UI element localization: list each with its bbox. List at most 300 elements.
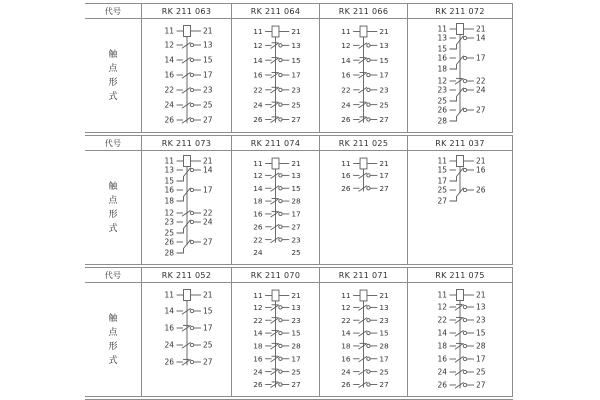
coil-symbol	[457, 156, 464, 167]
contact-node	[279, 118, 282, 121]
contact-form-char: 触	[108, 181, 118, 192]
terminal-label: 11	[437, 24, 447, 34]
terminal-label: 24	[341, 100, 351, 110]
no-contact	[164, 56, 212, 65]
terminal-label: 28	[437, 116, 447, 126]
terminal-label: 13	[476, 302, 486, 312]
nc-contact	[341, 71, 389, 80]
terminal-label: 24	[202, 217, 213, 227]
changeover-contact	[437, 86, 485, 106]
no-contact	[164, 116, 212, 125]
wire	[455, 330, 464, 336]
contact-form-char: 触	[108, 49, 118, 60]
terminal-label: 17	[379, 354, 389, 364]
contact-node	[279, 331, 282, 334]
wire	[182, 308, 191, 314]
terminal-label: 15	[291, 328, 301, 338]
terminal-label: 13	[163, 165, 174, 175]
model-header-cell: RK 211 052	[142, 268, 232, 282]
terminal-label: 25	[379, 367, 389, 377]
model-header-cell: RK 211 073	[142, 136, 232, 150]
terminal-label: 21	[291, 159, 301, 169]
wire	[271, 72, 280, 78]
no-contact	[341, 367, 389, 376]
terminal-label: 13	[379, 41, 389, 51]
diagram-cell	[408, 19, 513, 132]
nc-contact	[253, 115, 301, 124]
terminal-label: 26	[341, 183, 351, 193]
relay-diagram	[320, 151, 407, 264]
wire	[271, 331, 280, 337]
terminal-label: 15	[379, 55, 389, 65]
nc-contact	[253, 342, 301, 351]
nc-contact	[253, 100, 301, 109]
terminal-label: 21	[202, 290, 213, 300]
terminal-label: 13	[291, 41, 301, 51]
no-contact	[164, 101, 212, 110]
wire	[455, 382, 464, 388]
terminal-label: 16	[163, 70, 174, 80]
contact-node	[190, 103, 193, 106]
terminal-label: 12	[163, 40, 174, 50]
wire	[182, 57, 191, 63]
terminal-label: 21	[476, 290, 486, 300]
diagram-cell	[142, 19, 232, 132]
relay-diagram	[320, 19, 407, 132]
nc-contact	[341, 56, 389, 65]
terminal-label: 22	[437, 315, 447, 325]
terminal-label: 25	[379, 100, 389, 110]
terminal-label: 25	[202, 340, 213, 350]
contact-form-char: 点	[108, 195, 118, 206]
diagram-cell	[142, 151, 232, 264]
contact-node	[367, 44, 370, 47]
terminal-label: 15	[202, 306, 213, 316]
relay-diagram	[320, 283, 407, 396]
nc-contact	[437, 303, 485, 312]
terminal-label: 14	[437, 328, 447, 338]
terminal-label: 25	[291, 100, 301, 110]
contact-node	[367, 58, 370, 61]
contact-node	[463, 88, 466, 91]
terminal-label: 13	[202, 40, 213, 50]
terminal-label: 11	[163, 26, 174, 36]
terminal-label: 13	[379, 303, 389, 313]
relay-diagram	[232, 283, 319, 396]
nc-contact	[164, 324, 212, 333]
terminal-label: 15	[437, 44, 447, 54]
changeover-contact	[164, 166, 212, 186]
contact-node	[190, 220, 193, 223]
nc-contact	[253, 71, 301, 80]
nc-contact	[164, 358, 212, 367]
terminal-label: 17	[476, 53, 486, 63]
contact-form-char: 形	[108, 341, 118, 352]
wire	[359, 343, 368, 349]
terminal-label: 22	[253, 235, 263, 245]
section-header-row	[85, 4, 513, 18]
nc-contact	[253, 329, 301, 338]
wire	[271, 211, 280, 217]
terminal-label: 26	[163, 115, 174, 125]
terminal-label: 12	[253, 303, 263, 313]
terminal-label: 26	[341, 380, 351, 390]
terminal-label: 18	[253, 341, 263, 351]
no-contact	[437, 381, 485, 390]
terminal-label: 15	[379, 328, 389, 338]
coil-symbol	[457, 24, 464, 35]
no-contact	[341, 184, 389, 193]
terminal-label: 14	[163, 55, 174, 65]
model-header-cell: RK 211 071	[320, 268, 408, 282]
contact-form-char: 触	[108, 313, 118, 324]
terminal-label: 27	[476, 105, 486, 115]
terminal-label: 15	[163, 176, 174, 186]
terminal-label: 27	[437, 196, 447, 206]
contact-node	[367, 370, 370, 373]
diagram-cell	[232, 283, 320, 396]
nc-contact	[253, 354, 301, 363]
no-contact	[341, 86, 389, 95]
terminal-label: 25	[437, 96, 447, 106]
contact-node	[190, 168, 193, 171]
terminal-label: 26	[253, 115, 263, 125]
terminal-label: 11	[341, 27, 351, 37]
coil-symbol	[183, 290, 190, 301]
changeover-contact	[437, 166, 485, 186]
model-header-cell: RK 211 064	[232, 4, 320, 18]
terminal-label: 26	[341, 115, 351, 125]
terminal-label: 21	[291, 27, 301, 37]
terminal-label: 24	[253, 248, 263, 258]
terminal-label: 21	[476, 156, 486, 166]
terminal-label: 11	[163, 156, 174, 166]
wire	[182, 117, 191, 123]
section-body-row	[85, 151, 513, 264]
terminal-label: 16	[163, 185, 174, 195]
terminal-label: 27	[476, 380, 486, 390]
contact-node	[367, 118, 370, 121]
terminal-label: 16	[437, 53, 447, 63]
nc-contact	[253, 316, 301, 325]
terminal-label: 16	[341, 354, 351, 364]
contact-node	[463, 331, 466, 334]
terminal-label: 22	[163, 85, 174, 95]
changeover-contact	[164, 186, 212, 206]
terminal-label: 24	[253, 100, 263, 110]
terminal-label: 16	[163, 323, 174, 333]
coil-symbol	[272, 26, 279, 37]
terminal-label: 23	[379, 85, 389, 95]
terminal-label: 15	[202, 55, 213, 65]
terminal-label: 11	[341, 291, 351, 301]
terminal-label: 23	[437, 85, 447, 95]
contact-node	[190, 188, 193, 191]
no-contact	[341, 329, 389, 338]
relay-diagram	[143, 151, 231, 264]
no-contact	[164, 341, 212, 350]
terminal-label: 16	[253, 209, 263, 219]
terminal-label: 26	[253, 380, 263, 390]
terminal-label: 13	[291, 303, 301, 313]
no-contact	[164, 71, 212, 80]
no-contact	[164, 41, 212, 50]
terminal-label: 28	[476, 341, 486, 351]
contact-node	[190, 309, 193, 312]
terminal-label: 16	[476, 165, 486, 175]
contact-node	[190, 88, 193, 91]
terminal-label: 25	[437, 185, 447, 195]
no-contact	[341, 41, 389, 50]
contact-node	[279, 357, 282, 360]
code-header-cell: 代号	[85, 4, 142, 18]
terminal-label: 13	[291, 171, 301, 181]
terminal-label: 15	[437, 165, 447, 175]
contact-form-char: 式	[108, 355, 118, 366]
terminal-label: 17	[291, 354, 301, 364]
terminal-label: 11	[253, 27, 263, 37]
nc-contact	[253, 303, 301, 312]
changeover-contact	[437, 106, 485, 126]
contact-form-label	[85, 283, 142, 396]
wire	[271, 224, 280, 230]
terminal-label: 23	[379, 315, 389, 325]
wire	[359, 369, 368, 375]
terminal-label: 17	[291, 70, 301, 80]
no-contact	[341, 303, 389, 312]
terminal-label: 21	[291, 291, 301, 301]
contact-node	[279, 212, 282, 215]
terminal-label: 16	[253, 354, 263, 364]
model-header-cell: RK 211 072	[408, 4, 513, 18]
wire	[359, 58, 368, 64]
contact-node	[279, 319, 282, 322]
contact-node	[190, 343, 193, 346]
terminal-label: 25	[291, 248, 301, 258]
contact-node	[279, 306, 282, 309]
model-header-cell: RK 211 074	[232, 136, 320, 150]
nc-contact	[341, 115, 389, 124]
diagram-cell	[142, 283, 232, 396]
terminal-label: 26	[163, 237, 174, 247]
model-header-cell: RK 211 070	[232, 268, 320, 282]
model-header-cell: RK 211 075	[408, 268, 513, 282]
terminal-label: 24	[437, 367, 447, 377]
terminal-label: 21	[379, 27, 389, 37]
wire	[271, 173, 280, 179]
terminal-label: 11	[253, 159, 263, 169]
diagram-cell	[408, 283, 513, 396]
terminal-label: 16	[253, 70, 263, 80]
contact-node	[367, 73, 370, 76]
no-contact	[253, 184, 301, 193]
contact-form-label	[85, 151, 142, 264]
changeover-contact	[437, 54, 485, 74]
contact-form-label	[85, 19, 142, 132]
contact-form-char: 形	[108, 209, 118, 220]
terminal-label: 14	[253, 328, 263, 338]
contact-node	[463, 168, 466, 171]
changeover-contact	[437, 186, 485, 206]
section-divider	[85, 396, 513, 400]
contact-node	[279, 199, 282, 202]
terminal-label: 27	[202, 357, 213, 367]
coil-symbol	[272, 158, 279, 169]
terminal-label: 28	[163, 248, 174, 258]
no-contact	[253, 222, 301, 231]
no-contact	[437, 355, 485, 364]
relay-contact-spec-table	[85, 3, 513, 400]
terminal-label: 24	[476, 85, 486, 95]
terminal-label: 24	[253, 367, 263, 377]
terminal-label: 27	[202, 237, 213, 247]
code-header-cell: 代号	[85, 268, 142, 282]
contact-form-char: 式	[108, 223, 118, 234]
terminal-label: 21	[202, 26, 213, 36]
contact-form-char: 点	[108, 63, 118, 74]
wire	[359, 356, 368, 362]
terminal-pair	[253, 248, 301, 257]
section-header-row	[85, 136, 513, 150]
wire	[182, 342, 191, 348]
contact-node	[367, 174, 370, 177]
terminal-label: 24	[163, 340, 174, 350]
contact-node	[367, 319, 370, 322]
contact-node	[279, 103, 282, 106]
terminal-label: 11	[437, 290, 447, 300]
nc-contact	[253, 41, 301, 50]
terminal-label: 21	[476, 24, 486, 34]
nc-contact	[341, 100, 389, 109]
terminal-label: 25	[202, 100, 213, 110]
wire	[271, 87, 280, 93]
terminal-label: 13	[437, 33, 447, 43]
wire	[182, 102, 191, 108]
nc-contact	[253, 56, 301, 65]
contact-node	[367, 88, 370, 91]
section-body-row	[85, 19, 513, 132]
terminal-label: 21	[202, 156, 213, 166]
contact-node	[279, 187, 282, 190]
terminal-label: 25	[163, 228, 174, 238]
wire	[359, 43, 368, 49]
terminal-label: 17	[202, 185, 213, 195]
coil-symbol	[360, 26, 367, 37]
coil-symbol	[360, 290, 367, 301]
wire	[182, 325, 191, 331]
terminal-label: 11	[253, 291, 263, 301]
no-contact	[341, 316, 389, 325]
contact-node	[279, 225, 282, 228]
section-body-row	[85, 283, 513, 396]
model-header-cell: RK 211 025	[320, 136, 408, 150]
wire	[271, 199, 280, 205]
coil-symbol	[272, 290, 279, 301]
relay-diagram	[143, 19, 231, 132]
contact-form-char: 式	[108, 91, 118, 102]
terminal-label: 18	[437, 341, 447, 351]
terminal-label: 28	[291, 341, 301, 351]
no-contact	[164, 307, 212, 316]
terminal-label: 15	[476, 328, 486, 338]
terminal-label: 25	[476, 367, 486, 377]
wire	[359, 102, 368, 108]
contact-node	[190, 360, 193, 363]
contact-node	[463, 344, 466, 347]
contact-node	[279, 383, 282, 386]
contact-node	[279, 174, 282, 177]
wire	[271, 356, 280, 362]
terminal-label: 26	[437, 105, 447, 115]
wire	[271, 382, 280, 388]
diagram-cell	[320, 151, 408, 264]
terminal-label: 11	[437, 156, 447, 166]
diagram-cell	[408, 151, 513, 264]
wire	[455, 356, 464, 362]
wire	[455, 369, 464, 375]
nc-contact	[253, 367, 301, 376]
contact-node	[279, 73, 282, 76]
terminal-label: 17	[437, 176, 447, 186]
nc-contact	[253, 380, 301, 389]
no-contact	[437, 368, 485, 377]
contact-form-char: 形	[108, 77, 118, 88]
terminal-label: 14	[163, 306, 174, 316]
contact-node	[463, 56, 466, 59]
terminal-label: 27	[379, 380, 389, 390]
terminal-label: 27	[202, 115, 213, 125]
wire	[271, 305, 280, 311]
contact-node	[367, 103, 370, 106]
contact-node	[463, 188, 466, 191]
wire	[182, 359, 191, 365]
contact-node	[367, 306, 370, 309]
contact-node	[190, 240, 193, 243]
contact-node	[279, 58, 282, 61]
nc-contact	[341, 342, 389, 351]
wire	[182, 72, 191, 78]
contact-node	[463, 36, 466, 39]
wire	[455, 304, 464, 310]
terminal-label: 15	[291, 183, 301, 193]
terminal-label: 12	[341, 41, 351, 51]
terminal-label: 12	[437, 76, 447, 86]
nc-contact	[437, 342, 485, 351]
wire	[182, 42, 191, 48]
contact-node	[279, 370, 282, 373]
wire	[271, 117, 280, 123]
contact-form-char: 点	[108, 327, 118, 338]
terminal-label: 18	[163, 196, 174, 206]
changeover-contact	[164, 238, 212, 258]
wire	[359, 186, 368, 192]
wire	[455, 317, 464, 323]
terminal-label: 27	[379, 183, 389, 193]
terminal-label: 17	[379, 70, 389, 80]
wire	[271, 369, 280, 375]
wire	[359, 382, 368, 388]
coil-symbol	[183, 156, 190, 167]
terminal-label: 26	[163, 357, 174, 367]
terminal-label: 17	[202, 323, 213, 333]
terminal-label: 22	[476, 76, 486, 86]
contact-node	[367, 331, 370, 334]
terminal-label: 18	[341, 341, 351, 351]
relay-diagram	[232, 19, 319, 132]
contact-node	[279, 44, 282, 47]
coil-symbol	[457, 290, 464, 301]
contact-node	[190, 326, 193, 329]
